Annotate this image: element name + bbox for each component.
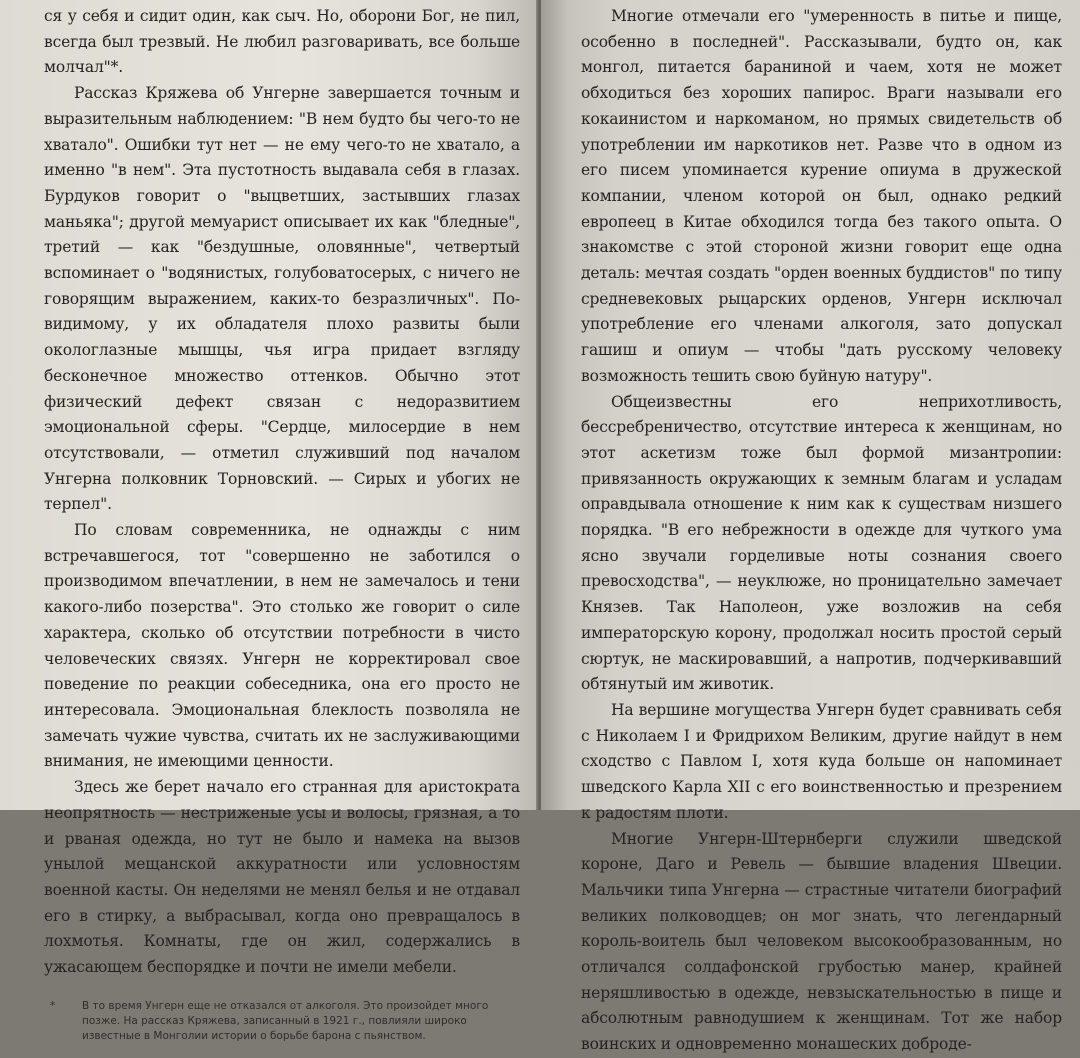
left-paragraph-3: По словам современника, не однажды с ним встречавшегося, тот "совершенно не заботился о производимом впечатлении, в нем не замечалось и тени какого-либо позерства". Это столько же говорит о силе характера, сколько об отсутствии потребности в чисто человеческих связях. Унгерн не корректировал свое поведение по реакции собеседника, она его просто не интересовала. Эмоциональная блеклость позволяла не замечать чужие чувства, считать их не заслуживающими внимания, не имеющими ценности.: [44, 521, 520, 771]
left-page: [0, 0, 538, 1042]
footnote-separator: [44, 981, 520, 991]
right-paragraph-1: Многие отмечали его "умеренность в питье и пище, особенно в последней". Рассказывали, будто он, как монгол, питается бараниной и чаем, хотя не может обходиться без хороших папирос. Враги называли его кокаинистом и наркоманом, но прямых свидетельств об употреблении им наркотиков нет. Разве что в одном из его писем упоминается курение опиума в дружеской компании, членом которой он был, однако редкий европеец в Китае обходился тогда без такого опыта. О знакомстве с этой стороной жизни говорит еще одна деталь: мечтая создать "орден военных буддистов" по типу средневековых рыцарских орденов, Унгерн исключал употребление его членами алкоголя, зато допускал гашиш и опиум — чтобы "дать русскому человеку возможность тешить свою буйную натуру".: [581, 7, 1062, 385]
right-paragraph-4: Многие Унгерн-Штернберги служили шведской короне, Даго и Ревель — бывшие владения Швеции. Мальчики типа Унгерна — страстные читатели биографий великих полководцев; он мог знать, что легендарный король-воитель был человеком высокообразованным, но отличался солдафонской грубостью манер, крайней неряшливостью в одежде, невзыскательностью в пище и абсолютным равнодушием к женщинам. Тот же набор воинских и одновременно монашеских доброде-: [581, 829, 1062, 1054]
footnote-text: В то время Унгерн еще не отказался от алкоголя. Это произойдет много позже. На рассказ Кряжева, записанный в 1921 г., повлияли широко известные в Монголии истории о борьбе барона с пьянством.: [82, 999, 489, 1042]
right-paragraph-3: На вершине могущества Унгерн будет сравнивать себя с Николаем I и Фридрихом Великим, другие найдут в нем сходство с Павлом I, хотя куда больше он напоминает шведского Карла XII с его воинственностью и презрением к радостям плоти.: [581, 700, 1062, 822]
right-page: [541, 0, 1080, 1054]
left-paragraph-1: ся у себя и сидит один, как сыч. Но, оборони Бог, не пил, всегда был трезвый. Не любил разговаривать, все больше молчал"*.: [44, 7, 520, 77]
footnote-mark: *: [50, 999, 56, 1012]
footnote: [44, 999, 520, 1044]
left-paragraph-4: Здесь же берет начало его странная для аристократа неопрятность — нестриженые усы и волосы, грязная, а то и рваная одежда, но тут не было и намека на вызов унылой мещанской аккуратности или условностям военной касты. Он неделями не менял белья и не отдавал его в стирку, а выбрасывал, когда оно превращалось в лохмотья. Комнаты, где он жил, содержались в ужасающем беспорядке и почти не имели мебели.: [44, 778, 520, 977]
right-paragraph-2: Общеизвестны его неприхотливость, бессребреничество, отсутствие интереса к женщинам, но этот аскетизм тоже был формой мизантропии: привязанность окружающих к земным благам и усладам оправдывала отношение к ним как к существам низшего порядка. "В его небрежности в одежде для чуткого ума ясно звучали горделивые ноты сознания своего превосходства", — неуклюже, но проницательно замечает Князев. Так Наполеон, уже возложив на себя императорскую корону, продолжал носить простой серый сюртук, не маскировавший, а напротив, подчеркивавший обтянутый им животик.: [581, 392, 1062, 694]
left-paragraph-2: Рассказ Кряжева об Унгерне завершается точным и выразительным наблюдением: "В нем будто бы чего-то не хватало". Ошибки тут нет — не ему чего-то не хватало, а именно "в нем". Эта пустотность выдавала себя в глазах. Бурдуков говорит о "выцветших, застывших глазах маньяка"; другой мемуарист описывает их как "бледные", третий — как "бездушные, оловянные", четвертый вспоминает о "водянистых, голубоватосерых, с ничего не говорящим выражением, каких-то безразличных". По-видимому, у их обладателя плохо развиты были окологлазные мышцы, чья игра придает взгляду бесконечное множество оттенков. Обычно этот физический дефект связан с недоразвитием эмоциональной сферы. "Сердце, милосердие в нем отсутствовали, — отметил служивший под началом Унгерна полковник Торновский. — Сирых и убогих не терпел".: [44, 84, 520, 514]
